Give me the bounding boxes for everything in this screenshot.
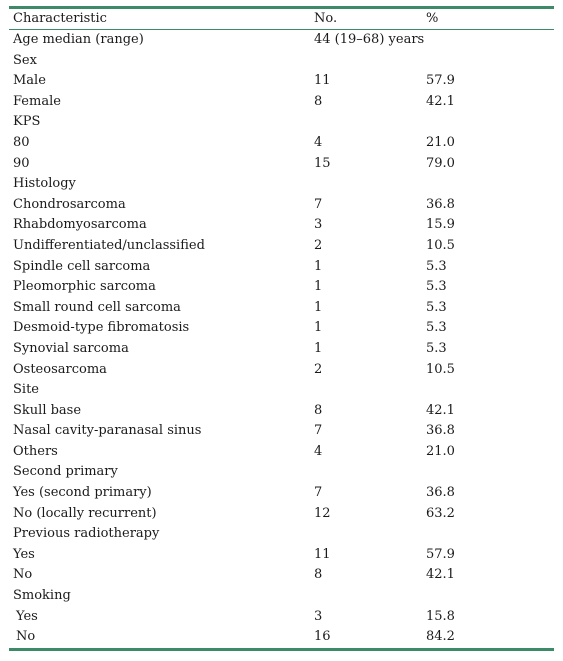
cell-no: 16 bbox=[314, 629, 331, 645]
cell-percent: 36.8 bbox=[426, 196, 455, 212]
cell-characteristic: Chondrosarcoma bbox=[13, 196, 126, 212]
cell-percent: 21.0 bbox=[426, 134, 455, 150]
cell-characteristic: 90 bbox=[13, 155, 30, 171]
cell-no: 7 bbox=[314, 196, 323, 212]
cell-characteristic: Yes bbox=[16, 608, 38, 624]
cell-no: 2 bbox=[314, 361, 323, 377]
cell-no: 11 bbox=[314, 546, 331, 562]
cell-characteristic: No (locally recurrent) bbox=[13, 505, 157, 521]
cell-percent: 84.2 bbox=[426, 629, 455, 645]
cell-no bbox=[314, 586, 426, 607]
cell-percent: 5.3 bbox=[426, 340, 447, 356]
cell-no: 3 bbox=[314, 217, 323, 233]
cell-characteristic: Synovial sarcoma bbox=[13, 340, 129, 356]
cell-characteristic: Osteosarcoma bbox=[13, 361, 107, 377]
table-row bbox=[9, 565, 554, 586]
table-row bbox=[9, 195, 554, 216]
cell-no: 1 bbox=[314, 320, 323, 336]
cell-percent: 5.3 bbox=[426, 258, 447, 274]
table-row bbox=[9, 215, 554, 236]
cell-characteristic: No bbox=[13, 567, 33, 583]
cell-characteristic: Skull base bbox=[13, 402, 82, 418]
table-row bbox=[9, 112, 554, 133]
cell-no: 8 bbox=[314, 402, 323, 418]
table-row bbox=[9, 627, 554, 648]
table-row bbox=[9, 524, 554, 545]
cell-no bbox=[314, 380, 426, 401]
cell-characteristic: No bbox=[16, 629, 36, 645]
cell-percent: 15.9 bbox=[426, 217, 455, 233]
table-row bbox=[9, 401, 554, 422]
table-row bbox=[9, 504, 554, 525]
cell-no: 4 bbox=[314, 134, 323, 150]
cell-characteristic: Male bbox=[13, 73, 46, 89]
cell-no bbox=[314, 112, 426, 133]
cell-percent bbox=[426, 524, 554, 545]
cell-characteristic: Sex bbox=[13, 52, 37, 68]
table-row bbox=[9, 421, 554, 442]
cell-no: 1 bbox=[314, 279, 323, 295]
cell-characteristic: Rhabdomyosarcoma bbox=[13, 217, 147, 233]
cell-percent bbox=[426, 174, 554, 195]
cell-no: 15 bbox=[314, 155, 331, 171]
table-row bbox=[9, 92, 554, 113]
cell-percent bbox=[426, 112, 554, 133]
cell-percent bbox=[426, 462, 554, 483]
table-row bbox=[9, 277, 554, 298]
cell-percent bbox=[426, 30, 554, 51]
table-body bbox=[9, 30, 554, 648]
cell-characteristic: Female bbox=[13, 93, 61, 109]
cell-percent: 10.5 bbox=[426, 237, 455, 253]
cell-percent: 10.5 bbox=[426, 361, 455, 377]
cell-no: 1 bbox=[314, 299, 323, 315]
cell-percent bbox=[426, 51, 554, 72]
header-characteristic: Characteristic bbox=[13, 11, 107, 26]
cell-percent: 57.9 bbox=[426, 546, 455, 562]
cell-no: 44 (19–68) years bbox=[314, 32, 425, 47]
cell-percent bbox=[426, 586, 554, 607]
cell-percent: 36.8 bbox=[426, 423, 455, 439]
cell-no: 8 bbox=[314, 567, 323, 583]
cell-percent: 36.8 bbox=[426, 485, 455, 501]
cell-no: 3 bbox=[314, 608, 323, 624]
cell-characteristic: Desmoid-type fibromatosis bbox=[13, 320, 190, 336]
table-row bbox=[9, 607, 554, 628]
table-row bbox=[9, 380, 554, 401]
cell-characteristic: Second primary bbox=[13, 464, 118, 480]
table-row bbox=[9, 586, 554, 607]
cell-no: 1 bbox=[314, 258, 323, 274]
table-header bbox=[9, 9, 554, 29]
cell-characteristic: Histology bbox=[13, 176, 76, 192]
table-row bbox=[9, 174, 554, 195]
table-row bbox=[9, 51, 554, 72]
header-no: No. bbox=[314, 11, 338, 26]
cell-characteristic: Nasal cavity-paranasal sinus bbox=[13, 423, 202, 439]
cell-characteristic: KPS bbox=[13, 114, 41, 130]
cell-characteristic: Undifferentiated/unclassified bbox=[13, 237, 205, 253]
cell-characteristic: Smoking bbox=[13, 588, 71, 604]
table-row bbox=[9, 133, 554, 154]
cell-characteristic: Site bbox=[13, 382, 39, 398]
cell-no: 7 bbox=[314, 485, 323, 501]
cell-characteristic: Others bbox=[13, 443, 58, 459]
cell-characteristic: Small round cell sarcoma bbox=[13, 299, 181, 315]
cell-percent: 15.8 bbox=[426, 608, 455, 624]
table-row bbox=[9, 545, 554, 566]
table-row bbox=[9, 71, 554, 92]
table-row bbox=[9, 360, 554, 381]
cell-no bbox=[314, 524, 426, 545]
cell-no: 12 bbox=[314, 505, 331, 521]
cell-no: 2 bbox=[314, 237, 323, 253]
cell-percent: 79.0 bbox=[426, 155, 455, 171]
cell-percent: 63.2 bbox=[426, 505, 455, 521]
cell-no: 1 bbox=[314, 340, 323, 356]
table-row bbox=[9, 236, 554, 257]
header-row bbox=[9, 9, 554, 29]
cell-no: 7 bbox=[314, 423, 323, 439]
table-row bbox=[9, 339, 554, 360]
cell-characteristic: Spindle cell sarcoma bbox=[13, 258, 151, 274]
table-row bbox=[9, 483, 554, 504]
cell-percent: 5.3 bbox=[426, 279, 447, 295]
table-row bbox=[9, 257, 554, 278]
cell-percent: 42.1 bbox=[426, 93, 455, 109]
table-row bbox=[9, 154, 554, 175]
cell-characteristic: Previous radiotherapy bbox=[13, 526, 160, 542]
cell-characteristic: Age median (range) bbox=[13, 32, 144, 47]
cell-percent: 21.0 bbox=[426, 443, 455, 459]
cell-percent bbox=[426, 380, 554, 401]
header-percent: % bbox=[426, 11, 439, 26]
table-bottom-rule bbox=[9, 648, 554, 651]
table-row bbox=[9, 462, 554, 483]
cell-no: 8 bbox=[314, 93, 323, 109]
cell-no bbox=[314, 462, 426, 483]
cell-no bbox=[314, 174, 426, 195]
cell-percent: 42.1 bbox=[426, 402, 455, 418]
table-row bbox=[9, 442, 554, 463]
cell-percent: 57.9 bbox=[426, 73, 455, 89]
table-row bbox=[9, 30, 554, 51]
table-row bbox=[9, 318, 554, 339]
cell-characteristic: Yes bbox=[13, 546, 35, 562]
cell-characteristic: Yes (second primary) bbox=[13, 485, 152, 501]
cell-percent: 5.3 bbox=[426, 299, 447, 315]
cell-characteristic: Pleomorphic sarcoma bbox=[13, 279, 156, 295]
cell-no: 11 bbox=[314, 73, 331, 89]
cell-no: 4 bbox=[314, 443, 323, 459]
table-row bbox=[9, 298, 554, 319]
cell-percent: 5.3 bbox=[426, 320, 447, 336]
cell-percent: 42.1 bbox=[426, 567, 455, 583]
characteristics-table bbox=[9, 6, 554, 651]
cell-characteristic: 80 bbox=[13, 134, 30, 150]
cell-no bbox=[314, 51, 426, 72]
